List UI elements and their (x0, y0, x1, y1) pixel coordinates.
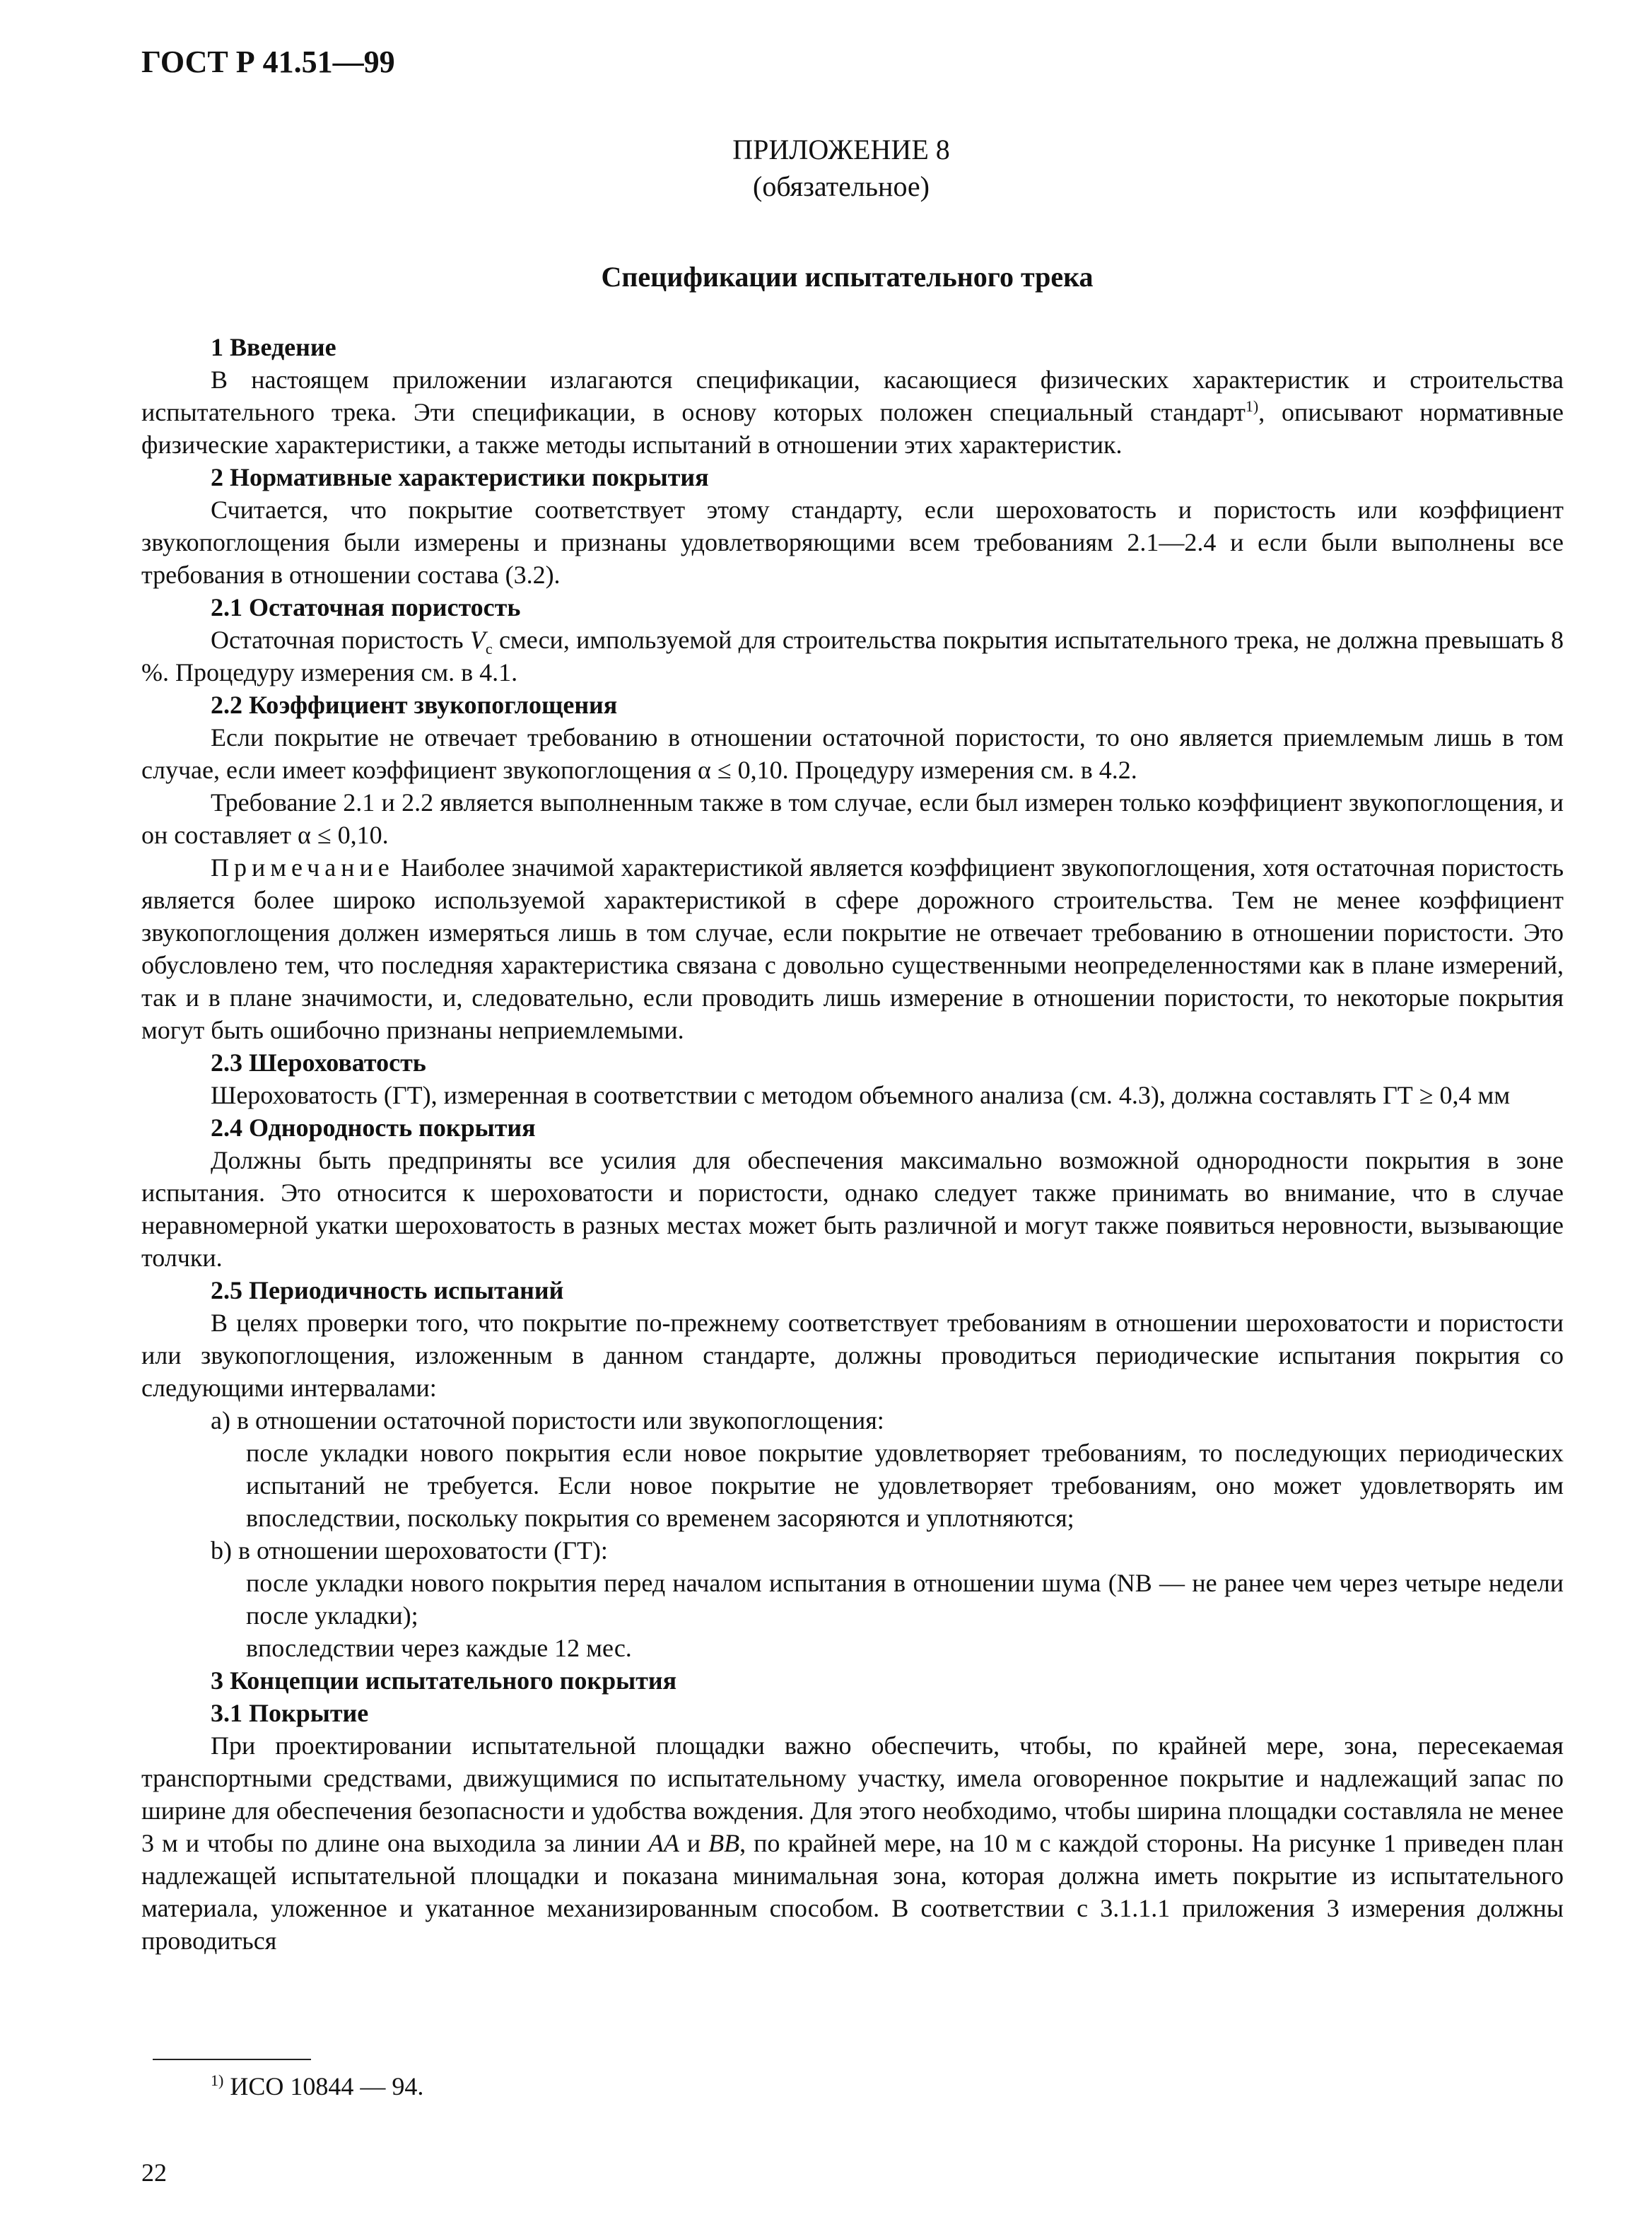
section-2-1-heading: 2.1 Остаточная пористость (211, 593, 521, 621)
section-2-1-text-a: Остаточная пористость (211, 626, 470, 654)
footnote (211, 2070, 423, 2103)
section-2-3-paragraph: Шероховатость (ГТ), измеренная в соответствии с методом объемного анализа (см. 4.3), должна составлять ГТ ≥ 0,4 мм (211, 1081, 1511, 1109)
section-2-2-paragraph-2: Требование 2.1 и 2.2 является выполненным также в том случае, если был измерен только коэффициент звукопоглощения, и он составляет α ≤ 0,10. (141, 788, 1564, 849)
note-paragraph (141, 851, 1564, 1046)
section-3-1-text-b: , по крайней мере, на 10 м с каждой стороны. На рисунке 1 приведен план надлежащей испытательной площадки и показана минимальная зона, которая должна иметь покрытие из испытательного материала, уложенное и укатанное механизированным способом. В соответствии с 3.1.1.1 приложения 3 измерения должны проводиться (141, 1829, 1564, 1955)
section-1-text-end: , описывают нормативные физические характеристики, а также методы испытаний в отношении этих характеристик. (141, 398, 1564, 459)
note-text: Наиболее значимой характеристикой является коэффициент звукопоглощения, хотя остаточная пористость является более широко используемой характеристикой в сфере дорожного строительства. Тем не менее коэффициент звукопоглощения должен измеряться лишь в том случае, если покрытие не отвечает требованию в отношении пористости. Это обусловлено тем, что последняя характеристика связана с довольно существенными неопределенностями как в плане измерений, так и в плане значимости, и, следовательно, если проводить лишь измерение в отношении пористости, то некоторые покрытия могут быть ошибочно признаны неприемлемыми. (141, 853, 1564, 1044)
section-2-5-heading: 2.5 Периодичность испытаний (211, 1276, 564, 1304)
footnote-mark: 1) (211, 2071, 224, 2089)
section-2-5-paragraph: В целях проверки того, что покрытие по-прежнему соответствует требованиям в отношении шероховатости и пористости или звукопоглощения, изложенным в данном стандарте, должны проводиться периодические испытания покрытия со следующими интервалами: (141, 1309, 1564, 1402)
section-2-1-text-b: смеси, импользуемой для строительства покрытия испытательного трека, не должна превышать 8 %. Процедуру измерения см. в 4.1. (141, 626, 1564, 686)
standard-code: ГОСТ Р 41.51—99 (141, 45, 395, 79)
section-2-4-heading: 2.4 Однородность покрытия (211, 1114, 536, 1142)
section-2-1-paragraph (141, 624, 1564, 689)
section-3-1-paragraph (141, 1729, 1564, 1957)
porosity-subscript: c (485, 640, 493, 658)
section-1-paragraph (141, 363, 1564, 461)
document-body (141, 331, 1564, 1957)
list-item-b: b) в отношении шероховатости (ГТ): (211, 1536, 608, 1565)
list-item-b-text-2: впоследствии через каждые 12 мес. (246, 1634, 632, 1662)
footnote-text: ИСО 10844 — 94. (223, 2072, 424, 2100)
line-aa: АА (648, 1829, 679, 1857)
list-item-a-text: после укладки нового покрытия если новое покрытие удовлетворяет требованиям, то последующих периодических испытаний не требуется. Если новое покрытие не удовлетворяет требованиям, оно может удовлетворять им впоследствии, поскольку покрытия со временем засоряются и уплотняются; (246, 1439, 1564, 1532)
page-number: 22 (141, 2158, 167, 2187)
section-2-heading: 2 Нормативные характеристики покрытия (211, 463, 709, 491)
section-2-2-paragraph: Если покрытие не отвечает требованию в отношении остаточной пористости, то оно является приемлемым лишь в том случае, если имеет коэффициент звукопоглощения α ≤ 0,10. Процедуру измерения см. в 4.2. (141, 723, 1564, 784)
document-title-text: Спецификации испытательного трека (601, 261, 1094, 293)
note-label: Примечание (211, 853, 394, 882)
section-1-heading: 1 Введение (211, 333, 336, 361)
footnote-divider (153, 2059, 311, 2060)
section-2-2-heading: 2.2 Коэффициент звукопоглощения (211, 691, 618, 719)
footnote-reference: 1) (1245, 397, 1259, 415)
list-item-a: а) в отношении остаточной пористости или звукопоглощения: (211, 1406, 884, 1434)
section-2-4-paragraph: Должны быть предприняты все усилия для обеспечения максимально возможной однородности покрытия в зоне испытания. Это относится к шероховатости и пористости, однако следует также принимать во внимание, что в случае неравномерной укатки шероховатость в разных местах может быть различной и могут также появиться неровности, вызывающие толчки. (141, 1146, 1564, 1272)
document-title (0, 260, 1652, 294)
porosity-variable: V (469, 626, 486, 654)
section-2-paragraph: Считается, что покрытие соответствует этому стандарту, если шероховатость и пористость или коэффициент звукопоглощения были измерены и признаны удовлетворяющими всем требованиям 2.1—2.4 и если были выполнены все требования в отношении состава (3.2). (141, 496, 1564, 589)
line-bb: ВВ (708, 1829, 740, 1857)
section-2-3-heading: 2.3 Шероховатость (211, 1048, 426, 1077)
section-1-text: В настоящем приложении излагаются спецификации, касающиеся физических характеристик и строительства испытательного трека. Эти спецификации, в основу которых положен специальный стандарт (141, 366, 1564, 426)
appendix-heading: ПРИЛОЖЕНИЕ 8 (обязательное) (732, 134, 950, 202)
section-3-1-heading: 3.1 Покрытие (211, 1699, 369, 1727)
section-3-1-and: и (679, 1829, 709, 1857)
section-3-heading: 3 Концепции испытательного покрытия (211, 1666, 677, 1695)
section-3-1-text-a: При проектировании испытательной площадки важно обеспечить, чтобы, по крайней мере, зона, пересекаемая транспортными средствами, движущимися по испытательному участку, имела оговоренное покрытие и надлежащий запас по ширине для обеспечения безопасности и удобства вождения. Для этого необходимо, чтобы ширина площадки составляла не менее 3 м и чтобы по длине она выходила за линии (141, 1731, 1564, 1857)
list-item-b-text-1: после укладки нового покрытия перед началом испытания в отношении шума (NB — не ранее чем через четыре недели после укладки); (246, 1569, 1564, 1630)
